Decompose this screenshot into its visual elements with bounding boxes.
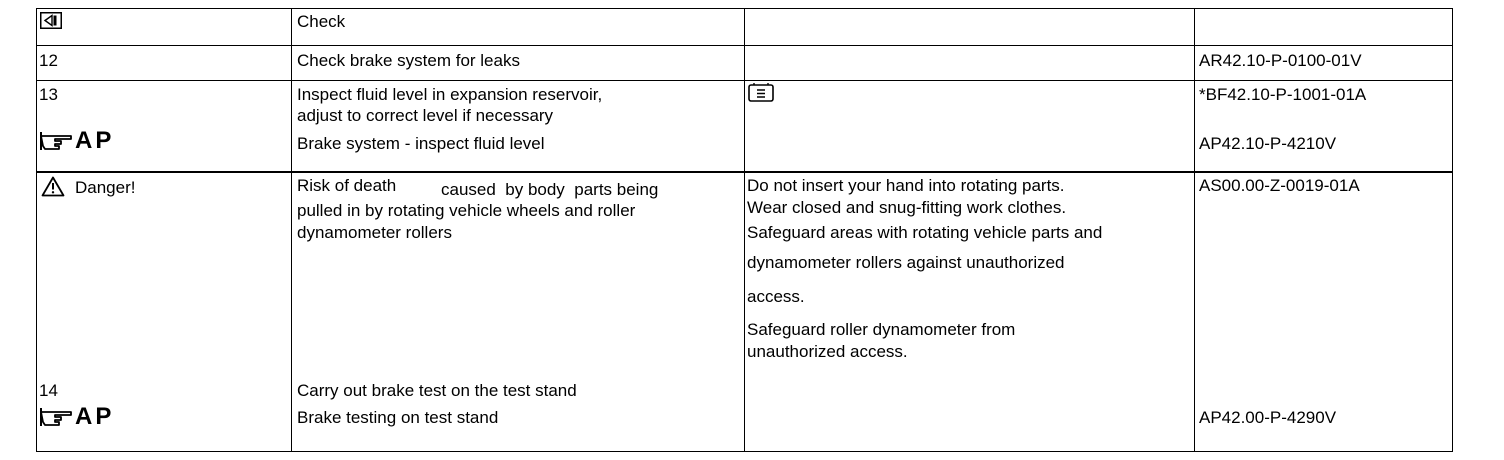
danger-action-6: Safeguard roller dynamometer from: [747, 320, 1016, 339]
danger-risk-part2: caused by body parts being: [441, 180, 659, 199]
danger-action-3: Safeguard areas with rotating vehicle parts and: [747, 223, 1103, 242]
pointing-hand-icon: [39, 130, 73, 152]
row-divider: [36, 45, 1453, 46]
danger-action-2: Wear closed and snug-fitting work clothes.: [747, 198, 1067, 217]
work-procedure-marker: [39, 128, 114, 154]
step-number-14: 14: [39, 381, 58, 400]
danger-risk-part1: Risk of death: [297, 176, 397, 195]
column-divider: [1194, 8, 1195, 452]
table-border-bottom: [36, 451, 1453, 452]
column-divider: [744, 8, 745, 452]
step-12-reference-link[interactable]: AR42.10-P-0100-01V: [1199, 51, 1362, 70]
row-divider: [36, 80, 1453, 81]
step-13-procedure-text: Brake system - inspect fluid level: [297, 134, 545, 153]
step-13-reference-link[interactable]: *BF42.10-P-1001-01A: [1199, 85, 1367, 104]
danger-label: Danger!: [75, 178, 136, 197]
step-14-procedure-text: Brake testing on test stand: [297, 408, 499, 427]
step-14-text: Carry out brake test on the test stand: [297, 381, 577, 400]
danger-action-1: Do not insert your hand into rotating parts.: [747, 176, 1065, 195]
danger-risk-line2: pulled in by rotating vehicle wheels and roller: [297, 201, 636, 220]
step-13-text-line1: Inspect fluid level in expansion reservoir,: [297, 85, 603, 104]
step-check-text: Check: [297, 12, 346, 31]
work-procedure-label: AP: [75, 403, 115, 430]
document-reference-icon[interactable]: [748, 82, 774, 102]
step-number-12: 12: [39, 51, 58, 70]
pointing-hand-icon: [39, 406, 73, 428]
danger-action-4: dynamometer rollers against unauthorized: [747, 253, 1065, 272]
work-procedure-marker: [39, 404, 114, 430]
work-procedure-label: AP: [75, 127, 115, 154]
step-number-13: 13: [39, 85, 58, 104]
warning-triangle-icon: [41, 176, 65, 197]
step-13-text-line2: adjust to correct level if necessary: [297, 106, 554, 125]
danger-action-5: access.: [747, 287, 805, 306]
column-divider: [291, 8, 292, 452]
step-13-procedure-link[interactable]: AP42.10-P-4210V: [1199, 134, 1337, 153]
step-12-text: Check brake system for leaks: [297, 51, 520, 70]
step-14-procedure-link[interactable]: AP42.00-P-4290V: [1199, 408, 1337, 427]
danger-risk-line3: dynamometer rollers: [297, 223, 452, 242]
table-border-top: [36, 8, 1453, 9]
danger-reference-link[interactable]: AS00.00-Z-0019-01A: [1199, 176, 1360, 195]
row-divider: [36, 171, 1453, 173]
table-border-left: [36, 8, 37, 452]
back-arrow-icon: [40, 12, 62, 29]
danger-action-7: unauthorized access.: [747, 342, 908, 361]
table-border-right: [1452, 8, 1453, 452]
